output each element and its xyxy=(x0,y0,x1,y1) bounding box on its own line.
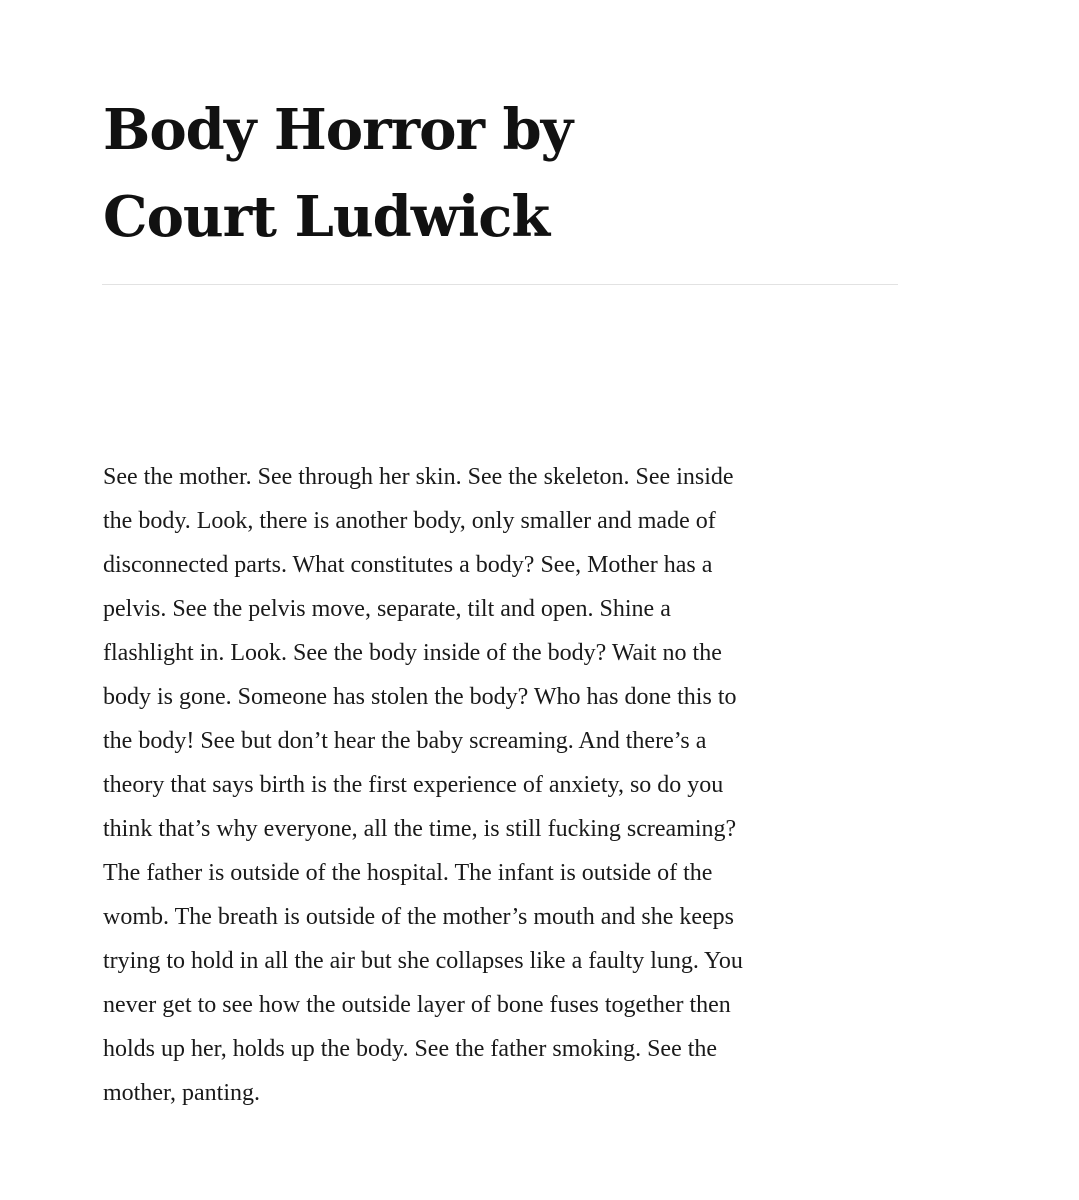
title-divider xyxy=(102,284,898,285)
body-line: trying to hold in all the air but she collapses like a faulty lung. You xyxy=(103,948,743,974)
body-line: pelvis. See the pelvis move, separate, tilt and open. Shine a xyxy=(103,596,671,622)
body-line: The father is outside of the hospital. The infant is outside of the xyxy=(103,860,713,886)
body-line: holds up her, holds up the body. See the father smoking. See the xyxy=(103,1036,718,1062)
body-line: mother, panting. xyxy=(103,1080,261,1106)
article-title-line-2: Court Ludwick xyxy=(103,184,550,250)
body-line: flashlight in. Look. See the body inside of the body? Wait no the xyxy=(103,640,722,666)
body-line: disconnected parts. What constitutes a body? See, Mother has a xyxy=(103,552,713,578)
article-title-line-1: Body Horror by xyxy=(103,97,573,163)
body-line: never get to see how the outside layer of bone fuses together then xyxy=(103,992,731,1018)
body-line: think that’s why everyone, all the time, is still fucking screaming? xyxy=(103,816,737,842)
body-line: theory that says birth is the first experience of anxiety, so do you xyxy=(103,772,724,798)
body-line: the body! See but don’t hear the baby screaming. And there’s a xyxy=(103,728,707,754)
body-line: body is gone. Someone has stolen the body? Who has done this to xyxy=(103,684,737,710)
body-line: See the mother. See through her skin. See the skeleton. See inside xyxy=(103,464,734,490)
body-line: womb. The breath is outside of the mother’s mouth and she keeps xyxy=(103,904,734,930)
body-line: the body. Look, there is another body, only smaller and made of xyxy=(103,508,716,534)
